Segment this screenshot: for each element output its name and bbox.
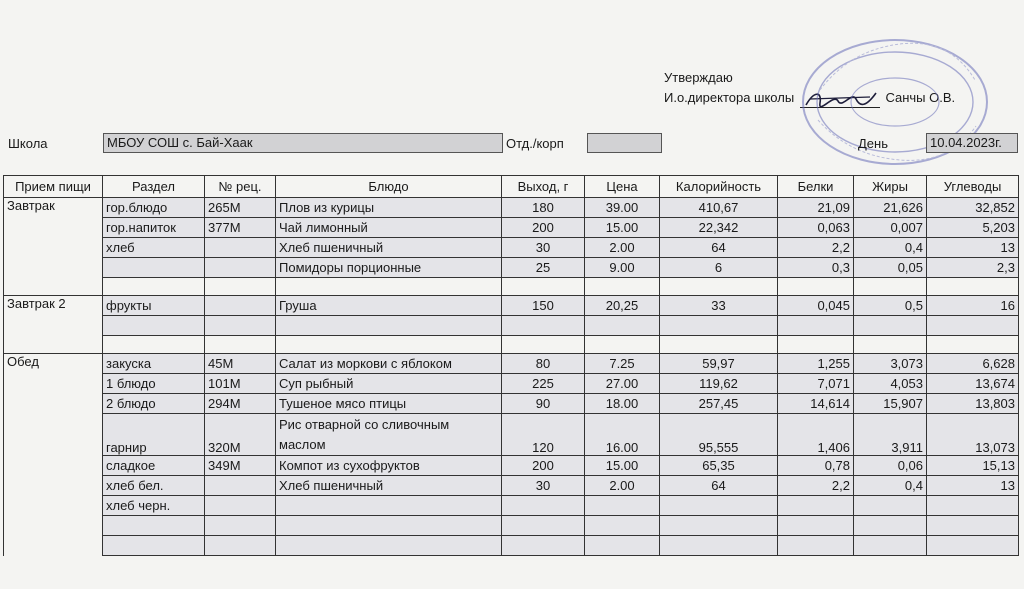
calories-cell[interactable]: 257,45 xyxy=(660,394,778,414)
fat-cell[interactable] xyxy=(854,278,927,296)
table-row xyxy=(4,316,1019,336)
carbs-cell[interactable]: 13,073 xyxy=(927,414,1019,456)
recipe-cell[interactable] xyxy=(205,316,276,336)
price-cell[interactable]: 20,25 xyxy=(585,296,660,316)
carbs-cell[interactable] xyxy=(927,316,1019,336)
calories-cell[interactable] xyxy=(660,516,778,536)
protein-cell[interactable]: 0,045 xyxy=(778,296,854,316)
price-cell[interactable]: 7.25 xyxy=(585,354,660,374)
dish-cell[interactable] xyxy=(276,516,502,536)
output-cell[interactable] xyxy=(502,316,585,336)
recipe-cell[interactable] xyxy=(205,476,276,496)
calories-cell[interactable]: 119,62 xyxy=(660,374,778,394)
recipe-cell[interactable]: 320М xyxy=(205,414,276,456)
recipe-cell[interactable] xyxy=(205,238,276,258)
meal-cell xyxy=(4,238,103,258)
calories-cell[interactable]: 22,342 xyxy=(660,218,778,238)
fat-cell[interactable] xyxy=(854,316,927,336)
table-row xyxy=(4,258,1019,278)
table-row xyxy=(4,354,1019,374)
price-cell[interactable]: 15.00 xyxy=(585,218,660,238)
calories-cell[interactable]: 65,35 xyxy=(660,456,778,476)
protein-cell[interactable]: 0,063 xyxy=(778,218,854,238)
recipe-cell[interactable] xyxy=(205,336,276,354)
school-field[interactable]: МБОУ СОШ с. Бай-Хаак xyxy=(103,133,503,153)
table-row xyxy=(4,456,1019,476)
section-cell[interactable]: 2 блюдо xyxy=(103,394,205,414)
carbs-cell[interactable]: 13,803 xyxy=(927,394,1019,414)
meal-cell: Завтрак 2 xyxy=(4,296,103,316)
carbs-cell[interactable] xyxy=(927,516,1019,536)
fat-cell[interactable]: 0,5 xyxy=(854,296,927,316)
signature-icon xyxy=(800,87,880,111)
meal-cell: Обед xyxy=(4,354,103,374)
table-row xyxy=(4,336,1019,354)
meal-cell xyxy=(4,476,103,496)
approval-title: Утверждаю xyxy=(664,70,733,85)
dish-cell[interactable]: Суп рыбный xyxy=(276,374,502,394)
price-cell[interactable]: 15.00 xyxy=(585,456,660,476)
approval-position: И.о.директора школы xyxy=(664,90,795,105)
recipe-cell[interactable] xyxy=(205,496,276,516)
fat-cell[interactable] xyxy=(854,336,927,354)
calories-cell[interactable]: 410,67 xyxy=(660,198,778,218)
price-cell[interactable] xyxy=(585,536,660,556)
recipe-cell[interactable] xyxy=(205,296,276,316)
recipe-cell[interactable]: 265М xyxy=(205,198,276,218)
protein-cell[interactable] xyxy=(778,316,854,336)
price-cell[interactable]: 9.00 xyxy=(585,258,660,278)
col-output: Выход, г xyxy=(502,176,585,198)
calories-cell[interactable] xyxy=(660,496,778,516)
carbs-cell[interactable] xyxy=(927,496,1019,516)
protein-cell[interactable]: 2,2 xyxy=(778,476,854,496)
dish-cell[interactable]: Груша xyxy=(276,296,502,316)
output-cell[interactable] xyxy=(502,336,585,354)
calories-cell[interactable] xyxy=(660,316,778,336)
protein-cell[interactable]: 0,78 xyxy=(778,456,854,476)
calories-cell[interactable]: 33 xyxy=(660,296,778,316)
output-cell[interactable] xyxy=(502,496,585,516)
output-cell[interactable]: 120 xyxy=(502,414,585,456)
section-cell[interactable]: фрукты xyxy=(103,296,205,316)
calories-cell[interactable]: 64 xyxy=(660,476,778,496)
col-carbs: Углеводы xyxy=(927,176,1019,198)
meal-cell xyxy=(4,496,103,516)
meal-cell xyxy=(4,536,103,556)
dish-cell[interactable]: Тушеное мясо птицы xyxy=(276,394,502,414)
carbs-cell[interactable]: 2,3 xyxy=(927,258,1019,278)
table-row xyxy=(4,238,1019,258)
table-header-row xyxy=(4,176,1019,198)
approval-line xyxy=(664,88,955,108)
table-row xyxy=(4,296,1019,316)
meal-cell xyxy=(4,218,103,238)
price-cell[interactable]: 39.00 xyxy=(585,198,660,218)
meal-cell xyxy=(4,374,103,394)
table-row xyxy=(4,218,1019,238)
output-cell[interactable]: 150 xyxy=(502,296,585,316)
output-cell[interactable]: 25 xyxy=(502,258,585,278)
menu-table xyxy=(3,175,1019,556)
fat-cell[interactable]: 21,626 xyxy=(854,198,927,218)
col-calories: Калорийность xyxy=(660,176,778,198)
recipe-cell[interactable] xyxy=(205,516,276,536)
output-cell[interactable] xyxy=(502,536,585,556)
meal-cell: Завтрак xyxy=(4,198,103,218)
col-meal: Прием пищи xyxy=(4,176,103,198)
protein-cell[interactable] xyxy=(778,516,854,536)
signature-line xyxy=(800,93,880,108)
section-cell[interactable]: сладкое xyxy=(103,456,205,476)
recipe-cell[interactable] xyxy=(205,258,276,278)
dish-cell[interactable] xyxy=(276,336,502,354)
protein-cell[interactable]: 2,2 xyxy=(778,238,854,258)
protein-cell[interactable] xyxy=(778,536,854,556)
protein-cell[interactable]: 21,09 xyxy=(778,198,854,218)
section-cell[interactable] xyxy=(103,278,205,296)
carbs-cell[interactable]: 6,628 xyxy=(927,354,1019,374)
calories-cell[interactable]: 64 xyxy=(660,238,778,258)
section-cell[interactable]: 1 блюдо xyxy=(103,374,205,394)
carbs-cell[interactable] xyxy=(927,336,1019,354)
day-field[interactable]: 10.04.2023г. xyxy=(926,133,1018,153)
protein-cell[interactable] xyxy=(778,496,854,516)
price-cell[interactable] xyxy=(585,316,660,336)
section-cell[interactable] xyxy=(103,258,205,278)
table-row xyxy=(4,536,1019,556)
calories-cell[interactable]: 59,97 xyxy=(660,354,778,374)
output-cell[interactable]: 80 xyxy=(502,354,585,374)
fat-cell[interactable]: 0,007 xyxy=(854,218,927,238)
protein-cell[interactable]: 7,071 xyxy=(778,374,854,394)
carbs-cell[interactable] xyxy=(927,278,1019,296)
table-row xyxy=(4,496,1019,516)
dish-cell[interactable]: Компот из сухофруктов xyxy=(276,456,502,476)
section-cell[interactable] xyxy=(103,516,205,536)
protein-cell[interactable]: 0,3 xyxy=(778,258,854,278)
protein-cell[interactable] xyxy=(778,336,854,354)
fat-cell[interactable] xyxy=(854,496,927,516)
recipe-cell[interactable] xyxy=(205,536,276,556)
protein-cell[interactable]: 14,614 xyxy=(778,394,854,414)
section-cell[interactable]: хлеб бел. xyxy=(103,476,205,496)
col-dish: Блюдо xyxy=(276,176,502,198)
price-cell[interactable] xyxy=(585,278,660,296)
recipe-cell[interactable]: 294М xyxy=(205,394,276,414)
calories-cell[interactable] xyxy=(660,336,778,354)
carbs-cell[interactable]: 5,203 xyxy=(927,218,1019,238)
carbs-cell[interactable]: 13 xyxy=(927,476,1019,496)
fat-cell[interactable]: 0,05 xyxy=(854,258,927,278)
protein-cell[interactable]: 1,406 xyxy=(778,414,854,456)
dish-cell[interactable]: Хлеб пшеничный xyxy=(276,238,502,258)
recipe-cell[interactable]: 45М xyxy=(205,354,276,374)
output-cell[interactable]: 200 xyxy=(502,218,585,238)
section-cell[interactable]: закуска xyxy=(103,354,205,374)
table-row xyxy=(4,516,1019,536)
meal-cell xyxy=(4,336,103,354)
dish-cell[interactable] xyxy=(276,496,502,516)
price-cell[interactable]: 16.00 xyxy=(585,414,660,456)
col-section: Раздел xyxy=(103,176,205,198)
price-cell[interactable]: 27.00 xyxy=(585,374,660,394)
protein-cell[interactable] xyxy=(778,278,854,296)
dish-cell[interactable]: Салат из моркови с яблоком xyxy=(276,354,502,374)
dept-field[interactable] xyxy=(587,133,662,153)
carbs-cell[interactable]: 15,13 xyxy=(927,456,1019,476)
output-cell[interactable]: 180 xyxy=(502,198,585,218)
calories-cell[interactable]: 6 xyxy=(660,258,778,278)
carbs-cell[interactable]: 32,852 xyxy=(927,198,1019,218)
table-row xyxy=(4,374,1019,394)
section-cell[interactable] xyxy=(103,536,205,556)
fat-cell[interactable] xyxy=(854,536,927,556)
col-recipe: № рец. xyxy=(205,176,276,198)
meal-cell xyxy=(4,456,103,476)
meal-cell xyxy=(4,278,103,296)
dept-label: Отд./корп xyxy=(506,136,564,151)
dish-cell[interactable] xyxy=(276,278,502,296)
price-cell[interactable] xyxy=(585,516,660,536)
school-label: Школа xyxy=(8,136,48,151)
section-cell[interactable] xyxy=(103,316,205,336)
recipe-cell[interactable]: 349М xyxy=(205,456,276,476)
fat-cell[interactable]: 0,4 xyxy=(854,476,927,496)
dish-cell[interactable] xyxy=(276,316,502,336)
price-cell[interactable] xyxy=(585,496,660,516)
table-row xyxy=(4,476,1019,496)
fat-cell[interactable]: 0,4 xyxy=(854,238,927,258)
output-cell[interactable]: 90 xyxy=(502,394,585,414)
calories-cell[interactable]: 95,555 xyxy=(660,414,778,456)
approval-block xyxy=(664,68,955,108)
recipe-cell[interactable] xyxy=(205,278,276,296)
output-cell[interactable] xyxy=(502,278,585,296)
carbs-cell[interactable] xyxy=(927,536,1019,556)
col-price: Цена xyxy=(585,176,660,198)
output-cell[interactable]: 225 xyxy=(502,374,585,394)
output-cell[interactable]: 30 xyxy=(502,476,585,496)
dish-cell[interactable]: Чай лимонный xyxy=(276,218,502,238)
section-cell[interactable]: гарнир xyxy=(103,414,205,456)
recipe-cell[interactable]: 377М xyxy=(205,218,276,238)
price-cell[interactable]: 2.00 xyxy=(585,476,660,496)
table-row xyxy=(4,278,1019,296)
meal-cell xyxy=(4,516,103,536)
calories-cell[interactable] xyxy=(660,536,778,556)
approval-name: Санчы О.В. xyxy=(885,90,956,105)
meal-cell xyxy=(4,316,103,336)
section-cell[interactable]: хлеб черн. xyxy=(103,496,205,516)
output-cell[interactable]: 30 xyxy=(502,238,585,258)
section-cell[interactable]: гор.напиток xyxy=(103,218,205,238)
day-label: День xyxy=(858,136,888,151)
col-protein: Белки xyxy=(778,176,854,198)
section-cell[interactable] xyxy=(103,336,205,354)
calories-cell[interactable] xyxy=(660,278,778,296)
col-fat: Жиры xyxy=(854,176,927,198)
dish-cell[interactable]: Хлеб пшеничный xyxy=(276,476,502,496)
meal-cell xyxy=(4,394,103,414)
table-row xyxy=(4,414,1019,456)
carbs-cell[interactable]: 16 xyxy=(927,296,1019,316)
meal-cell xyxy=(4,414,103,456)
recipe-cell[interactable]: 101М xyxy=(205,374,276,394)
section-cell[interactable]: хлеб xyxy=(103,238,205,258)
table-row xyxy=(4,198,1019,218)
meal-cell xyxy=(4,258,103,278)
protein-cell[interactable]: 1,255 xyxy=(778,354,854,374)
dish-cell[interactable] xyxy=(276,536,502,556)
fat-cell[interactable]: 4,053 xyxy=(854,374,927,394)
fat-cell[interactable]: 3,911 xyxy=(854,414,927,456)
fat-cell[interactable]: 15,907 xyxy=(854,394,927,414)
dish-cell[interactable]: Помидоры порционные xyxy=(276,258,502,278)
output-cell[interactable] xyxy=(502,516,585,536)
table-row xyxy=(4,394,1019,414)
price-cell[interactable] xyxy=(585,336,660,354)
section-cell[interactable]: гор.блюдо xyxy=(103,198,205,218)
fat-cell[interactable]: 0,06 xyxy=(854,456,927,476)
carbs-cell[interactable]: 13 xyxy=(927,238,1019,258)
price-cell[interactable]: 18.00 xyxy=(585,394,660,414)
fat-cell[interactable]: 3,073 xyxy=(854,354,927,374)
fat-cell[interactable] xyxy=(854,516,927,536)
dish-cell[interactable]: Плов из курицы xyxy=(276,198,502,218)
dish-cell[interactable]: Рис отварной со сливочным маслом xyxy=(276,414,502,456)
price-cell[interactable]: 2.00 xyxy=(585,238,660,258)
carbs-cell[interactable]: 13,674 xyxy=(927,374,1019,394)
output-cell[interactable]: 200 xyxy=(502,456,585,476)
